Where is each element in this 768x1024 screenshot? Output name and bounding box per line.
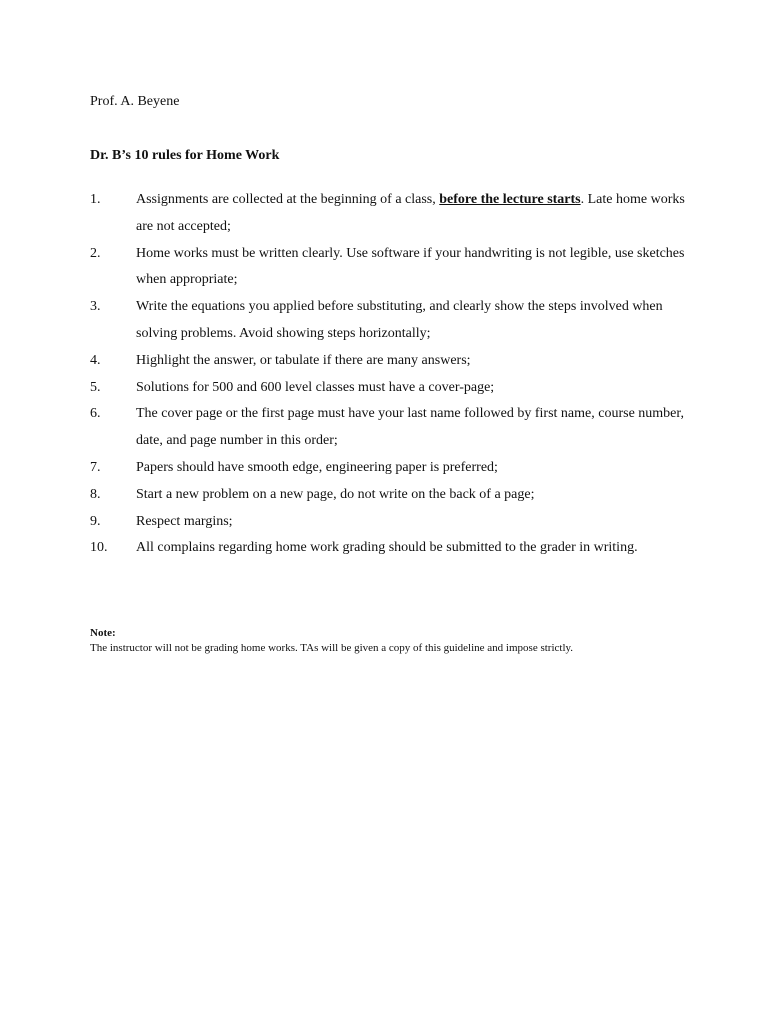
note-label: Note: [90,627,116,639]
rule-text: Papers should have smooth edge, engineering paper is preferred; [136,459,498,475]
rule-item [90,482,690,509]
rule-text: The cover page or the first page must have your last name followed by first name, course number, date, and page number in this order; [136,406,684,449]
rule-item [90,509,690,536]
rule-text: All complains regarding home work grading should be submitted to the grader in writing. [136,540,638,556]
rule-number: 7. [90,459,101,475]
rule-item [90,455,690,482]
rule-number: 1. [90,192,101,207]
rule-number: 9. [90,513,101,529]
rule-text-part: Assignments are collected at the beginning of a class, [136,192,440,207]
rule-text: Start a new problem on a new page, do not write on the back of a page; [136,486,535,502]
rule-item [90,294,690,348]
rule-text: Write the equations you applied before substituting, and clearly show the steps involved when solving problems. Avoid showing steps horizontally; [136,299,663,341]
rule-item [90,535,690,562]
rule-number: 10. [90,540,108,556]
rule-text: Highlight the answer, or tabulate if there are many answers; [136,352,471,368]
rule-item [90,401,690,455]
rule-item [90,348,690,375]
rule-text-part: . Late home works are not accepted; [136,192,685,234]
rule-item [90,375,690,402]
rule-text: Solutions for 500 and 600 level classes must have a cover-page; [136,379,495,395]
rule-number: 6. [90,406,101,422]
rule-number: 3. [90,299,101,315]
document-title: Dr. B’s 10 rules for Home Work [90,148,280,163]
rule-emphasis: before the lecture starts [439,192,581,207]
rule-number: 2. [90,245,101,261]
rule-text: Home works must be written clearly. Use software if your handwriting is not legible, use sketches when appropriate; [136,245,685,288]
rule-text [136,187,690,241]
author-line: Prof. A. Beyene [90,94,180,109]
rule-item [90,187,690,241]
rule-item [90,241,690,295]
rule-number: 5. [90,379,101,395]
rule-number: 4. [90,352,101,368]
rule-number: 8. [90,486,101,502]
note-text: The instructor will not be grading home works. TAs will be given a copy of this guideline and impose strictly. [90,642,574,654]
rules-list [90,187,690,562]
rule-text: Respect margins; [136,513,233,529]
